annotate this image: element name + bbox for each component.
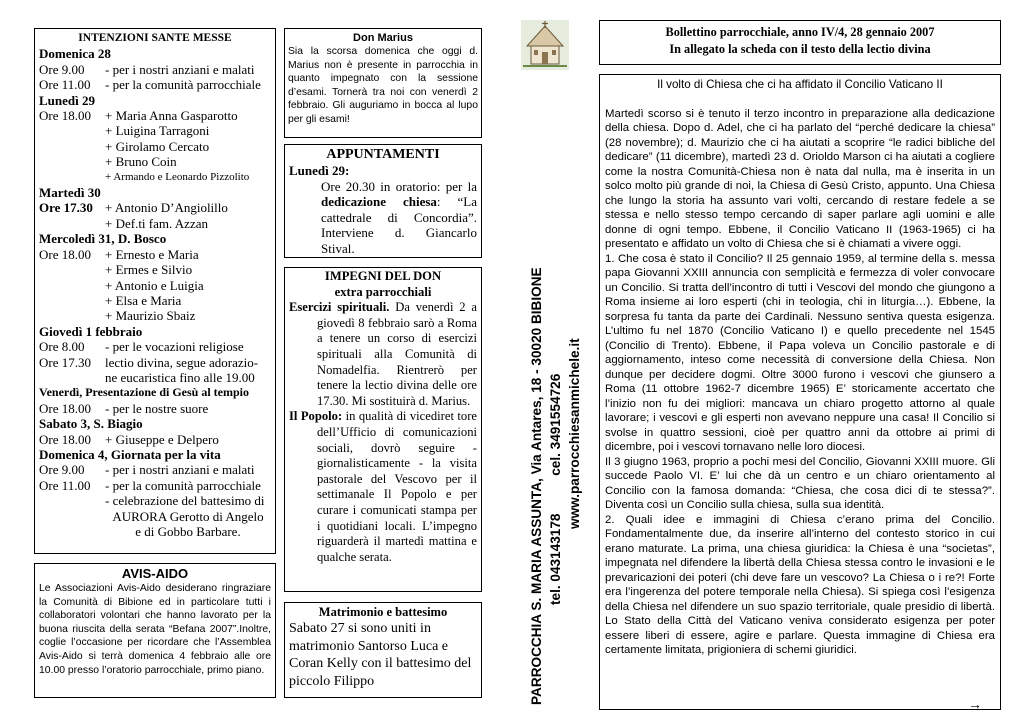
impegni-subtitle: extra parrocchiali [334,284,432,299]
mass-time [39,278,105,293]
mass-intention-text: + Antonio e Luigia [105,277,204,293]
mass-intention-row [39,370,271,385]
mass-intention-row [39,293,271,308]
mass-intention-row [39,493,271,508]
article-paragraph: 2. Quali idee e immagini di Chiesa c’erano prima del Concilio. Fondamentalmente due, da inserire all’interno del contesto storico in cui erano maturate. La prima, una chiesa giuridica: la Chiesa è una “societas”, impegnata nel difendere la libertà della Chiesa stessa contro le invasioni e le prevaricazioni dei poteri (chi deve fare un vescovo? La Chiesa o i re?! Forte era l’ingerenza del potere temporale nella Chiesa). Si spiega così l’esigenza della Chiesa nel difendere un suo spazio territoriale, quale presidio di libertà. Lo Stato della Città del Vaticano veniva considerato esigenza per poter essere liberi di essere, agire e parlare. Questa immagine di Chiesa era certamente limitata, prigioniera di schemi giuridici. [605,513,995,656]
church-icon [521,20,569,70]
mass-intention-row [39,262,271,277]
avis-box [34,563,276,698]
mass-time [39,139,105,154]
bollettino-line1: Bollettino parrocchiale, anno IV/4, 28 gennaio 2007 [665,25,935,39]
intenzioni-box [34,28,276,554]
impegni-box [284,267,482,592]
mass-time: Ore 18.00 [39,108,91,124]
mass-intention-text: + Armando e Leonardo Pizzolito [105,170,250,183]
mass-intention-row [39,247,271,262]
bollettino-line2: In allegato la scheda con il testo della lectio divina [669,42,931,56]
mass-intention-row [39,462,271,477]
impegno-text: Da venerdì 2 a giovedì 8 febbraio sarò a Roma a tenere un corso di esercizi spirituali alla Comunità di Nomadelfia. Rientrerò per tenere la lectio divina delle ore 17.30. Mi sostituirà d. Marius. [317,300,478,408]
avis-text: Le Associazioni Avis-Aido desiderano ringraziare la Comunità di Bibione ed in particolare tutti i collaboratori volontari che hanno lavorato per la buona riuscita della serata “Befana 2007”.Inoltre, coglie l’occasione per ricordare che l’Assemblea Avis-Aido si terrà domenica 4 febbraio alle ore 10.00 presso l’oratorio parrocchiale, primo piano. [39,583,271,676]
mass-intention-row [39,478,271,493]
appuntamenti-day: Lunedì 29: [289,163,350,178]
mass-intention-text: ne eucaristica fino alle 19.00 [105,369,255,385]
mass-time [39,370,105,385]
mass-intention-text: - per i nostri anziani e malati [105,61,255,77]
mass-intention-text: + Ermes e Silvio [105,262,193,278]
intenzioni-title: INTENZIONI SANTE MESSE [78,32,232,44]
mass-time: Ore 11.00 [39,477,91,493]
mass-intention-text: + Luigina Tarragoni [105,123,210,139]
matrimonio-box [284,602,482,698]
mass-intention-row [39,77,271,92]
mass-intention-row [39,216,271,231]
don-marius-box [284,28,482,138]
appuntamenti-title: APPUNTAMENTI [326,147,440,162]
article-paragraph: 1. Che cosa è stato il Concilio? Il 25 gennaio 1959, al termine della s. messa papa Giovanni XXIII annuncia con semplicità e fermezza di voler convocare un Concilio. Si tratta dell’incontro di tutti i Vescovi del mondo che giungono a Roma insieme ai loro esperti (chi in teologia, chi in liturgia…). Ebbene, la sorpresa fu tanta da parte dei Cardinali. Nessuno sentiva questa esigenza. L’ultimo fu nel 1870 (Concilio Vaticano I) e quello precedente nel 1545 (Concilio di Trento). Ebbene, il Papa voleva un Concilio pastorale e di aggiornamento, inteso come necessità di conversione della Chiesa. Non dunque per decidere dogmi. Oltre 3000 furono i vescovi che giunsero a Roma (11 ottobre 1962-7 dicembre 1965) E’ storicamente accertato che l’inizio non fu dei migliori: mancava un chiaro progetto attorno al quale lavorare; i vescovi e gli esperti non avevano neppure una casa! Il Concilio si svolse in quattro sessioni, cioè per quattro anni da ottobre ai primi di dicembre, poi i vescovi tornavano nelle loro diocesi. [605,252,995,453]
article-paragraph: Il 3 giugno 1963, proprio a pochi mesi del Concilio, Giovanni XXIII muore. Gli succede Paolo VI. E’ lui che dà un centro e un chiaro orientamento al Concilio con la famosa domanda: “Chiesa, che cosa dici di te stessa?”. Diventa così un Concilio sulla chiesa, sulla sua identità. [605,455,995,511]
mass-time [39,509,105,524]
mass-intention-text: + Girolamo Cercato [105,138,210,154]
mass-time: Ore 11.00 [39,77,91,93]
article-body [605,107,995,658]
mass-intention-text: e di Gobbo Barbare. [135,524,241,539]
mass-time [39,154,105,169]
parish-vertical-info [527,165,587,705]
mass-intention-row [39,170,271,185]
mass-intention-row [39,509,271,524]
mass-time [39,293,105,308]
don-marius-text: Sia la scorsa domenica che oggi d. Marius non è presente in parrocchia in quanto impegnato con la sessione d’esami. Tornerà tra noi con venerdì 2 febbraio. Gli auguriamo in bocca al lupo per gli esami! [288,46,478,125]
mass-time: Ore 9.00 [39,61,85,77]
matrimonio-title: Matrimonio e battesimo [318,605,448,619]
impegno-item [289,300,477,409]
mass-intention-text: AURORA Gerotto di Angelo [112,508,264,524]
mass-intention-text: + Ernesto e Maria [105,246,199,262]
appuntamenti-text-pre: Ore 20.30 in oratorio: per la [321,178,477,194]
mass-time [39,308,105,323]
mass-intention-row [39,355,271,370]
appuntamenti-text-post: : “La cattedrale di Concordia”. Interviene d. Giancarlo Stival. [321,194,477,256]
church-logo [521,20,569,70]
mass-intention-row [39,278,271,293]
mass-day-heading: Martedì 30 [39,185,101,201]
mass-day-heading: Mercoledì 31, D. Bosco [39,231,167,247]
appuntamenti-text-bold: dedicazione chiesa [321,194,437,209]
mass-day-heading: Lunedì 29 [39,92,95,108]
appuntamenti-box [284,144,482,258]
avis-title: AVIS-AIDO [121,566,189,581]
mass-intention-row [39,123,271,138]
mass-day-heading: Domenica 4, Giornata per la vita [39,446,221,462]
mass-time: Ore 17.30 [39,354,91,370]
mass-intention-row [39,308,271,323]
mass-day-heading: Domenica 28 [39,46,111,62]
parish-phones: tel. 043143178 cel. 3491554726 [548,373,563,605]
impegno-label: Il Popolo: [289,409,343,424]
mass-intention-text: - per la comunità parrocchiale [105,77,261,93]
article-paragraph: Martedì scorso si è tenuto il terzo incontro in preparazione alla dedicazione della chiesa. Dopo d. Adel, che ci ha parlato del “perché dedicare la chiesa” (28 novembre); d. Maurizio che ci ha aiutati a scoprire “le radici bibliche del dedicare” (11 dicembre), martedì 23 d. Orioldo Marson ci ha aiutati a cogliere come la nostra Comunità-Chiesa non è nata dal nulla, ma è inserita in un solco molto più grande di noi, la Chiesa di Gesù Cristo, appunto. Una Chiesa che lungo la storia ha assunto vari volti, cercando di restare fedele a se stessa e nello stesso tempo cercando di saper parlare agli uomini e alle donne di ogni tempo. Ebbene, il Concilio Vaticano II (1963-1965) ci ha presentato e affidato un volto di Chiesa che si è chiamati a vivere oggi. [605,107,995,250]
matrimonio-text: Sabato 27 si sono uniti in matrimonio Santorso Luca e Coran Kelly con il battesimo del piccolo Filippo [289,621,472,689]
mass-time [39,170,105,185]
mass-intention-text: - per i nostri anziani e malati [105,462,255,478]
impegni-title: IMPEGNI DEL DON [324,269,442,283]
mass-time [39,524,105,539]
impegno-label: Esercizi spirituali. [289,300,390,315]
mass-intention-text: - per la comunità parrocchiale [105,477,261,493]
arrow-right-icon: → [968,695,982,712]
mass-intention-row [39,200,271,215]
mass-intention-text: - per le nostre suore [105,400,209,416]
intenzioni-list [39,46,271,539]
mass-time: Ore 18.00 [39,400,91,416]
mass-intention-row [39,108,271,123]
mass-time [39,262,105,277]
article-box [599,74,1001,710]
mass-intention-text: + Def.ti fam. Azzan [105,215,208,231]
impegni-list [289,300,477,565]
mass-intention-text: + Bruno Coin [105,154,177,170]
mass-day-heading: Venerdì, Presentazione di Gesù al tempio [39,385,249,400]
appuntamenti-text [289,179,477,257]
impegno-text: in qualità di vicediret tore dell’Ufficio di comunicazioni sociali, dovrò seguire - giornalisticamente - la visita pastorale del Vescovo per il settimanale Il Popolo e per curare i comunicati stampa per i quotidiani locali. L’impegno riguarderà il martedì mattina e qualche serata. [317,409,477,564]
parish-address: PARROCCHIA S. MARIA ASSUNTA, Via Antares, 18 - 30020 BIBIONE [529,267,544,705]
mass-intention-row [39,139,271,154]
mass-intention-row [39,339,271,354]
mass-intention-text: - celebrazione del battesimo di [105,493,265,509]
mass-intention-text: lectio divina, segue adorazio- [105,354,259,370]
mass-time: Ore 8.00 [39,339,85,355]
impegno-item [289,409,477,565]
mass-time [39,123,105,138]
mass-intention-row [39,401,271,416]
mass-time [39,493,105,508]
mass-intention-text: + Antonio D’Angiolillo [105,200,228,216]
mass-intention-row [39,62,271,77]
don-marius-title: Don Marius [353,32,413,44]
mass-intention-text: + Maurizio Sbaiz [105,308,196,324]
mass-intention-text: + Maria Anna Gasparotto [105,108,238,124]
mass-day-heading: Giovedì 1 febbraio [39,323,143,339]
bollettino-header [599,20,1001,65]
mass-time: Ore 9.00 [39,462,85,478]
mass-intention-text: - per le vocazioni religiose [105,339,244,355]
mass-intention-text: + Elsa e Maria [105,292,182,308]
mass-day-heading: Sabato 3, S. Biagio [39,416,143,432]
mass-time: Ore 18.00 [39,431,91,447]
mass-intention-text: + Giuseppe e Delpero [105,431,219,447]
mass-time: Ore 18.00 [39,246,91,262]
article-title: Il volto di Chiesa che ci ha affidato il Concilio Vaticano II [657,78,943,91]
mass-time: Ore 17.30 [39,200,93,216]
parish-website: www.parrocchiesanmichele.it [567,338,582,529]
mass-intention-row [39,154,271,169]
mass-intention-row [39,524,271,539]
mass-intention-row [39,432,271,447]
mass-time [39,216,105,231]
